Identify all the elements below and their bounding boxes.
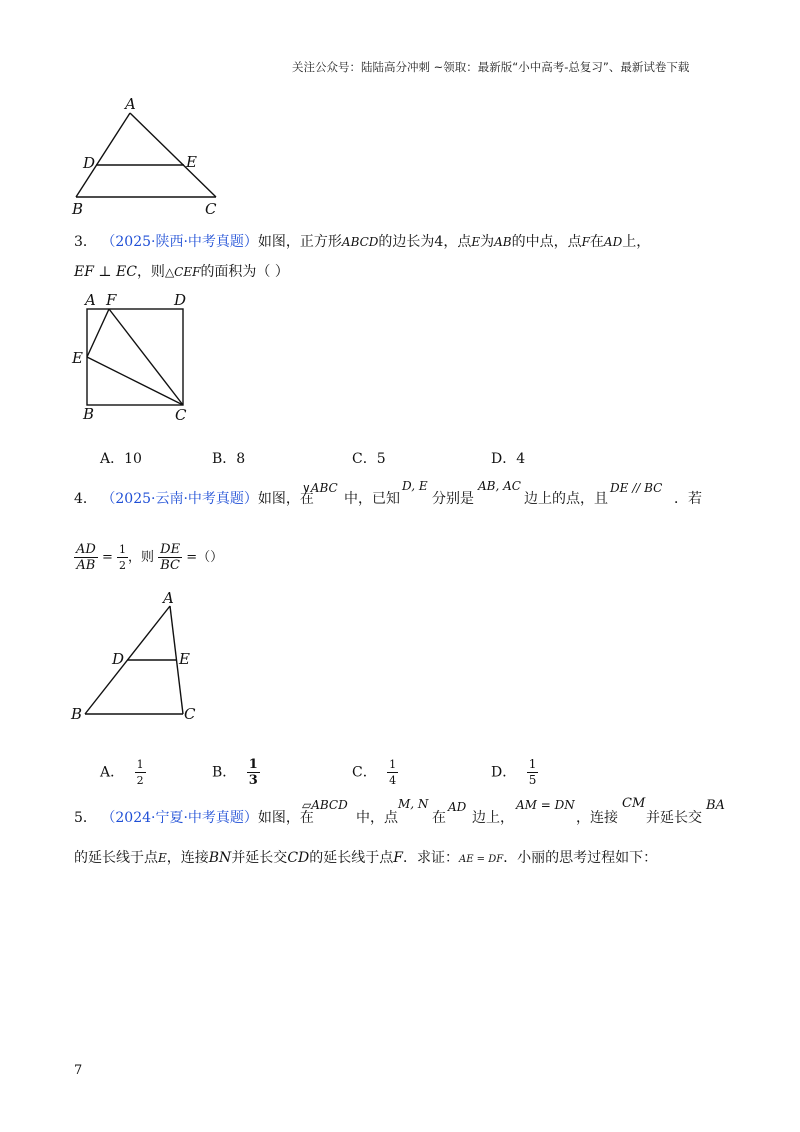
q3-text: 为: [480, 234, 495, 250]
q5-text: 在: [432, 810, 446, 826]
q5-text: 边上，: [472, 810, 514, 826]
option-letter: D．: [491, 451, 517, 467]
q4-text: ．若: [674, 491, 702, 507]
option-fraction: $\frac{1}{5}$: [528, 757, 537, 787]
fig3-label-b: B: [83, 405, 95, 423]
q4-frac-de-bc: $\frac{DE}{BC}$: [160, 542, 181, 573]
q5-text: ．求证：: [402, 850, 459, 866]
option-letter: A．: [100, 451, 125, 467]
fig4-label-d: D: [112, 650, 125, 668]
q4-option-c[interactable]: [352, 757, 398, 788]
q3-math: AD: [603, 235, 623, 249]
q4-source: （2025·云南·中考真题）: [101, 491, 258, 507]
q5-text: 中，点: [356, 810, 398, 826]
fig3-label-c: C: [175, 406, 187, 424]
q5-text: 如图，在: [257, 810, 314, 826]
q3-math: EF ⊥ EC: [74, 264, 137, 280]
fig1-label-b: B: [72, 200, 84, 218]
page-number: 7: [74, 1063, 83, 1078]
option-letter: A．: [100, 764, 125, 781]
fig3-label-f: F: [106, 291, 117, 309]
option-fraction: $\frac{1}{4}$: [389, 758, 397, 787]
fig4-label-a: A: [163, 589, 174, 607]
q3-text: 的中点，点: [511, 234, 582, 250]
q5-text: ，连接: [166, 850, 209, 866]
option-letter: C．: [352, 764, 377, 781]
q5-math-mn: M, N: [398, 797, 429, 811]
q3-text: 上，: [622, 234, 651, 250]
q5-text: ．小丽的思考过程如下：: [503, 850, 658, 866]
option-fraction: $\frac{1}{3}$: [248, 757, 258, 788]
q5-math: CD: [287, 850, 310, 866]
fig1-label-e: E: [186, 153, 197, 171]
q5-math-parallelogram: ▱ABCD: [302, 798, 348, 812]
fig4-label-c: C: [184, 705, 196, 723]
q5-text: ，连接: [576, 810, 618, 826]
q4-math-de: D, E: [402, 479, 428, 493]
q3-math: △CEF: [164, 265, 201, 279]
q5-math: F: [393, 850, 403, 866]
q4-text: =（）: [186, 550, 224, 565]
q3-text: 的面积为（ ）: [200, 264, 289, 280]
fig3-label-a: A: [85, 291, 96, 309]
q3-text: 如图，正方形: [257, 234, 342, 250]
q5-math: AE = DF: [458, 854, 504, 865]
q4-text: ，则: [128, 550, 155, 565]
option-value: 4: [516, 451, 526, 467]
option-letter: D．: [491, 764, 517, 781]
q5-text: 并延长交: [646, 810, 702, 826]
q5-number: 5．: [74, 810, 97, 826]
q3-math: F: [581, 235, 590, 249]
option-value: 10: [124, 451, 142, 467]
q5-math: BN: [208, 850, 232, 866]
q4-option-d[interactable]: [491, 757, 538, 788]
fig1-label-a: A: [125, 95, 136, 113]
fig3-label-e: E: [72, 349, 83, 367]
q5-math-cm: CM: [622, 796, 646, 811]
q4-text: 边上的点，且: [524, 491, 608, 507]
page-header: 关注公众号：陆陆高分冲刺 ~领取：最新版“小中高考-总复习”、最新试卷下载: [292, 60, 690, 74]
fig4-label-e: E: [179, 650, 190, 668]
q4-math-ab-ac: AB, AC: [478, 479, 521, 493]
q4-text: 中，已知: [344, 491, 400, 507]
q5-text: 的延长线于点: [309, 850, 394, 866]
fig4-label-b: B: [71, 705, 83, 723]
q4-math-triangle: ∨ABC: [302, 481, 338, 495]
q3-math: E: [471, 235, 481, 249]
option-letter: B．: [212, 451, 237, 467]
q4-math-parallel: DE // BC: [610, 481, 663, 495]
fig1-label-c: C: [205, 200, 217, 218]
option-letter: B．: [212, 764, 237, 781]
option-value: 8: [236, 451, 246, 467]
q5-math: E: [158, 851, 167, 865]
fig1-label-d: D: [83, 154, 96, 172]
q3-text: 的边长为4，点: [378, 234, 472, 250]
q3-source: （2025·陕西·中考真题）: [101, 234, 258, 250]
q5-line2: [74, 848, 657, 870]
q4-frac-ad-ab: $\frac{AD}{AB}$: [76, 542, 96, 573]
q4-option-b[interactable]: [212, 757, 260, 788]
q4-number: 4．: [74, 491, 97, 507]
q4-text: 如图，在: [257, 491, 314, 507]
q5-line1-a: [74, 808, 314, 828]
q3-math: ABCD: [341, 235, 379, 249]
equals-sign: =: [101, 550, 113, 565]
q5-source: （2024·宁夏·中考真题）: [101, 810, 258, 826]
q5-math-ad: AD: [448, 800, 467, 814]
q4-text: 分别是: [432, 491, 474, 507]
q5-math-ba: BA: [706, 798, 725, 813]
q3-text: 在: [589, 234, 604, 250]
q3-number: 3．: [74, 234, 97, 250]
q5-text: 的延长线于点: [74, 850, 158, 866]
q5-math-am-dn: AM = DN: [516, 798, 575, 812]
fig3-label-d: D: [174, 291, 187, 309]
option-letter: C．: [352, 451, 377, 467]
q3-text: ，则: [136, 264, 165, 280]
q4-frac-half: $\frac{1}{2}$: [119, 543, 126, 572]
q3-math: AB: [494, 235, 512, 249]
q4-option-a[interactable]: [100, 757, 146, 788]
option-fraction: $\frac{1}{2}$: [136, 758, 144, 787]
q5-text: 并延长交: [231, 850, 288, 866]
option-value: 5: [376, 451, 386, 467]
